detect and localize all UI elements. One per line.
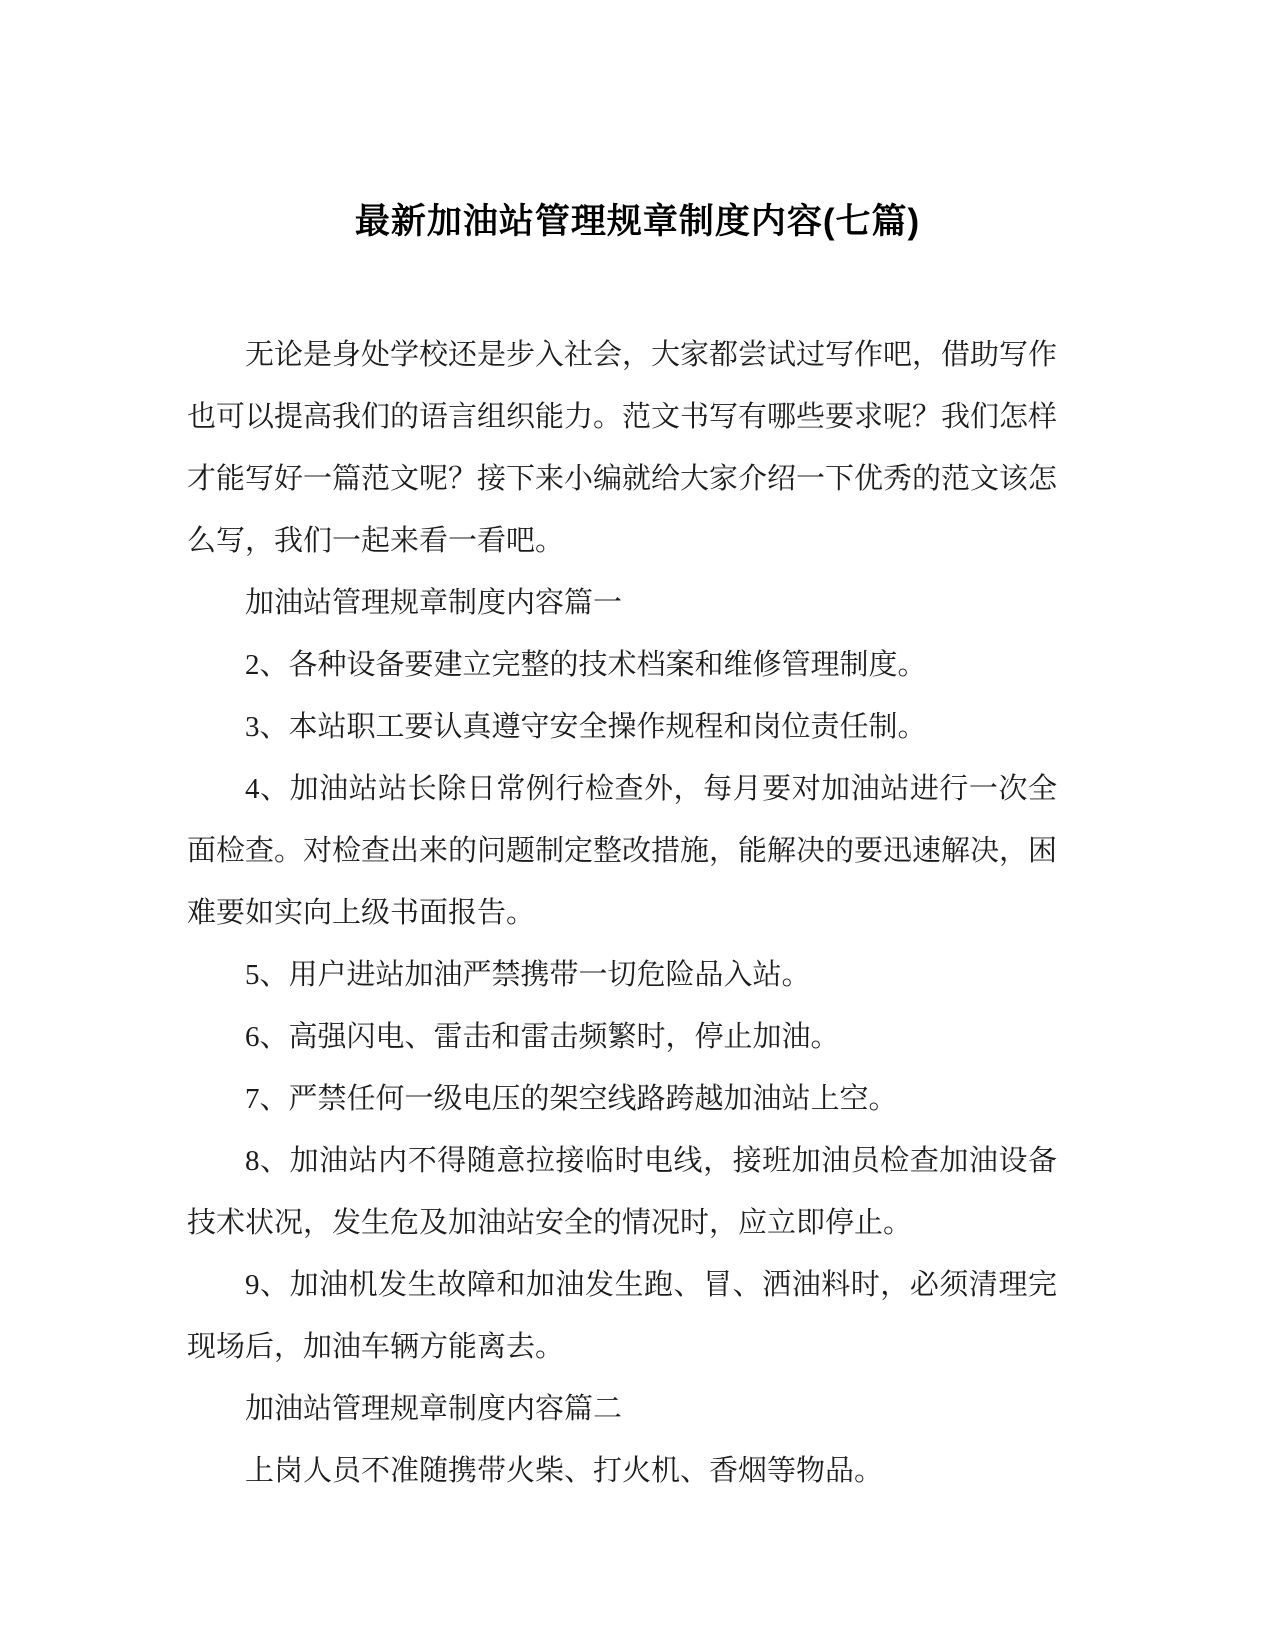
paragraph-rule-staff: 上岗人员不准随携带火柴、打火机、香烟等物品。 — [245, 1455, 884, 1487]
paragraph-rule-2: 2、各种设备要建立完整的技术档案和维修管理制度。 — [245, 649, 927, 681]
section-heading-2: 加油站管理规章制度内容篇二 — [245, 1393, 623, 1425]
paragraph-rule-9: 9、加油机发生故障和加油发生跑、冒、洒油料时，必须清理完现场后，加油车辆方能离去。 — [187, 1269, 1057, 1363]
paragraph-rule-6: 6、高强闪电、雷击和雷击频繁时，停止加油。 — [245, 1021, 840, 1053]
paragraph-rule-4: 4、加油站站长除日常例行检查外，每月要对加油站进行一次全面检查。对检查出来的问题制定整改措施，能解决的要迅速解决，困难要如实向上级书面报告。 — [187, 773, 1058, 929]
section-heading-1: 加油站管理规章制度内容篇一 — [245, 587, 623, 619]
paragraph-rule-8: 8、加油站内不得随意拉接临时电线，接班加油员检查加油设备技术状况，发生危及加油站安全的情况时，应立即停止。 — [187, 1145, 1057, 1239]
document-body — [187, 324, 1057, 1502]
paragraph-intro: 无论是身处学校还是步入社会，大家都尝试过写作吧，借助写作也可以提高我们的语言组织能力。范文书写有哪些要求呢？我们怎样才能写好一篇范文呢？接下来小编就给大家介绍一下优秀的范文该怎么写，我们一起来看一看吧。 — [187, 339, 1058, 557]
document-title: 最新加油站管理规章制度内容(七篇) — [354, 202, 921, 241]
paragraph-rule-3: 3、本站职工要认真遵守安全操作规程和岗位责任制。 — [245, 711, 927, 743]
paragraph-rule-5: 5、用户进站加油严禁携带一切危险品入站。 — [245, 959, 811, 991]
paragraph-rule-7: 7、严禁任何一级电压的架空线路跨越加油站上空。 — [245, 1083, 898, 1115]
